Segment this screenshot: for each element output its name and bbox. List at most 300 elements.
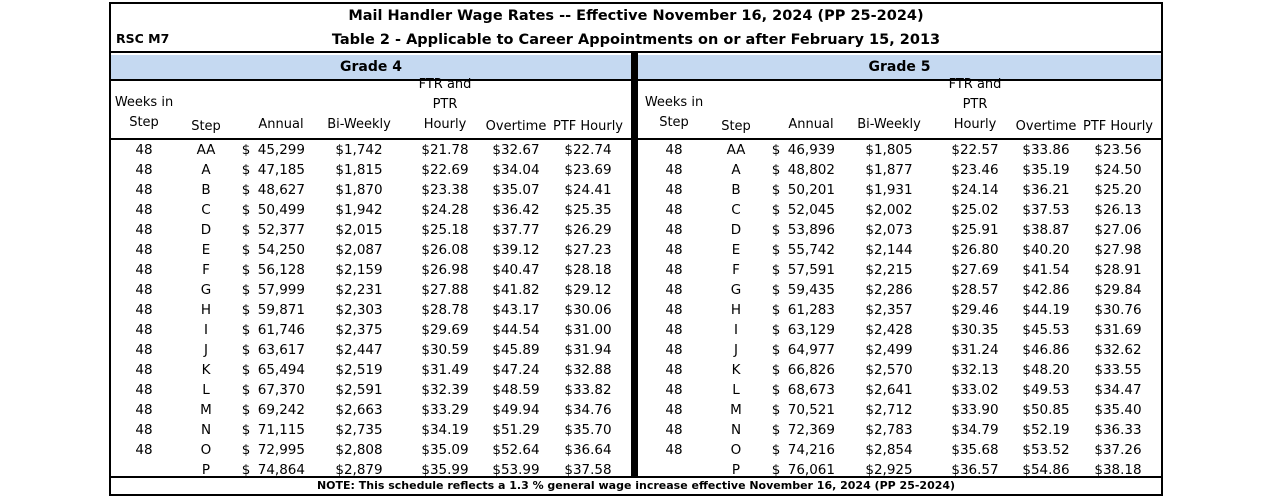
cell-step: G xyxy=(200,282,212,298)
cell-dollar: $ xyxy=(241,222,251,238)
cell-annual: 68,673 xyxy=(787,382,835,398)
cell-hourly: $27.88 xyxy=(421,282,469,298)
cell-weeks: 48 xyxy=(665,442,683,458)
cell-step: E xyxy=(731,242,741,258)
cell-ptf: $27.98 xyxy=(1094,242,1142,258)
cell-step: A xyxy=(201,162,211,178)
cell-hourly: $30.35 xyxy=(951,322,999,338)
cell-ptf: $25.35 xyxy=(564,202,612,218)
cell-dollar: $ xyxy=(241,162,251,178)
cell-hourly: $28.78 xyxy=(421,302,469,318)
cell-ptf: $35.40 xyxy=(1094,402,1142,418)
cell-dollar: $ xyxy=(771,162,781,178)
table-row xyxy=(111,180,631,200)
cell-hourly: $34.19 xyxy=(421,422,469,438)
cell-ptf: $36.33 xyxy=(1094,422,1142,438)
cell-annual: 57,591 xyxy=(787,262,835,278)
cell-ptf: $37.58 xyxy=(564,462,612,478)
cell-hourly: $24.28 xyxy=(421,202,469,218)
column-header-ftr: PTR xyxy=(432,97,458,112)
cell-dollar: $ xyxy=(241,202,251,218)
cell-ptf: $26.29 xyxy=(564,222,612,238)
cell-dollar: $ xyxy=(241,442,251,458)
cell-overtime: $36.42 xyxy=(492,202,540,218)
cell-ptf: $35.70 xyxy=(564,422,612,438)
cell-annual: 66,826 xyxy=(787,362,835,378)
cell-ptf: $25.20 xyxy=(1094,182,1142,198)
cell-overtime: $53.99 xyxy=(492,462,540,478)
table-row xyxy=(641,160,1161,180)
table-row xyxy=(641,380,1161,400)
cell-hourly: $25.91 xyxy=(951,222,999,238)
cell-ptf: $30.76 xyxy=(1094,302,1142,318)
cell-step: H xyxy=(200,302,212,318)
cell-weeks: 48 xyxy=(665,162,683,178)
cell-ptf: $33.82 xyxy=(564,382,612,398)
column-header-overtime: Overtime xyxy=(1015,119,1077,134)
cell-ptf: $28.91 xyxy=(1094,262,1142,278)
cell-hourly: $27.69 xyxy=(951,262,999,278)
cell-step: O xyxy=(200,442,212,458)
cell-overtime: $37.77 xyxy=(492,222,540,238)
cell-ptf: $29.84 xyxy=(1094,282,1142,298)
cell-dollar: $ xyxy=(771,462,781,478)
column-header-ftr: FTR and xyxy=(948,77,1002,92)
cell-overtime: $35.07 xyxy=(492,182,540,198)
cell-hourly: $24.14 xyxy=(951,182,999,198)
cell-annual: 50,499 xyxy=(257,202,305,218)
cell-overtime: $40.20 xyxy=(1022,242,1070,258)
cell-dollar: $ xyxy=(241,242,251,258)
column-header-step: Step xyxy=(191,119,221,134)
cell-annual: 63,617 xyxy=(257,342,305,358)
cell-dollar: $ xyxy=(241,182,251,198)
cell-ptf: $32.88 xyxy=(564,362,612,378)
cell-weeks: 48 xyxy=(665,282,683,298)
cell-overtime: $51.29 xyxy=(492,422,540,438)
cell-overtime: $35.19 xyxy=(1022,162,1070,178)
cell-overtime: $48.59 xyxy=(492,382,540,398)
cell-dollar: $ xyxy=(241,322,251,338)
cell-overtime: $49.94 xyxy=(492,402,540,418)
cell-dollar: $ xyxy=(771,242,781,258)
grade-divider xyxy=(631,53,638,477)
cell-step: L xyxy=(732,382,740,398)
column-header-ftr: PTR xyxy=(962,97,988,112)
footnote: NOTE: This schedule reflects a 1.3 % general wage increase effective November 16, 2024 (PP 25-2024) xyxy=(316,479,956,492)
cell-ptf: $30.06 xyxy=(564,302,612,318)
cell-ptf: $31.94 xyxy=(564,342,612,358)
cell-overtime: $52.64 xyxy=(492,442,540,458)
cell-overtime: $45.89 xyxy=(492,342,540,358)
cell-weeks: 48 xyxy=(665,342,683,358)
cell-step: P xyxy=(731,462,741,478)
cell-overtime: $48.20 xyxy=(1022,362,1070,378)
cell-hourly: $30.59 xyxy=(421,342,469,358)
cell-hourly: $31.49 xyxy=(421,362,469,378)
column-header-ptf: PTF Hourly xyxy=(1082,119,1153,134)
cell-annual: 55,742 xyxy=(787,242,835,258)
table-row xyxy=(111,220,631,240)
cell-overtime: $47.24 xyxy=(492,362,540,378)
cell-ptf: $34.47 xyxy=(1094,382,1142,398)
cell-weeks: 48 xyxy=(665,222,683,238)
cell-biweekly: $1,931 xyxy=(865,182,913,198)
cell-weeks: 48 xyxy=(135,182,153,198)
cell-step: C xyxy=(201,202,211,218)
cell-weeks: 48 xyxy=(135,222,153,238)
cell-weeks: 48 xyxy=(135,242,153,258)
cell-biweekly: $2,499 xyxy=(865,342,913,358)
cell-overtime: $37.53 xyxy=(1022,202,1070,218)
wage-table xyxy=(109,2,1163,496)
cell-annual: 71,115 xyxy=(257,422,305,438)
cell-step: A xyxy=(731,162,741,178)
cell-weeks: 48 xyxy=(665,402,683,418)
cell-biweekly: $2,002 xyxy=(865,202,913,218)
cell-ptf: $34.76 xyxy=(564,402,612,418)
cell-step: O xyxy=(730,442,742,458)
cell-overtime: $44.19 xyxy=(1022,302,1070,318)
table-row xyxy=(641,240,1161,260)
cell-overtime: $41.82 xyxy=(492,282,540,298)
cell-biweekly: $2,428 xyxy=(865,322,913,338)
cell-biweekly: $1,742 xyxy=(335,142,383,158)
cell-dollar: $ xyxy=(771,302,781,318)
cell-dollar: $ xyxy=(771,422,781,438)
cell-overtime: $46.86 xyxy=(1022,342,1070,358)
cell-step: M xyxy=(200,402,212,418)
column-header-step: Step xyxy=(721,119,751,134)
cell-dollar: $ xyxy=(241,302,251,318)
table-row xyxy=(111,380,631,400)
table-row xyxy=(641,140,1161,160)
cell-hourly: $22.57 xyxy=(951,142,999,158)
cell-annual: 59,871 xyxy=(257,302,305,318)
cell-hourly: $25.18 xyxy=(421,222,469,238)
cell-weeks: 48 xyxy=(665,362,683,378)
table-row xyxy=(111,300,631,320)
table-row xyxy=(641,400,1161,420)
cell-weeks: 48 xyxy=(135,362,153,378)
cell-step: N xyxy=(200,422,212,438)
cell-annual: 61,746 xyxy=(257,322,305,338)
cell-hourly: $31.24 xyxy=(951,342,999,358)
cell-dollar: $ xyxy=(241,402,251,418)
cell-weeks: 48 xyxy=(135,322,153,338)
cell-ptf: $24.50 xyxy=(1094,162,1142,178)
cell-ptf: $24.41 xyxy=(564,182,612,198)
cell-weeks: 48 xyxy=(135,422,153,438)
cell-weeks: 48 xyxy=(135,142,153,158)
cell-step: K xyxy=(731,362,741,378)
cell-hourly: $32.39 xyxy=(421,382,469,398)
cell-annual: 74,216 xyxy=(787,442,835,458)
cell-biweekly: $1,815 xyxy=(335,162,383,178)
cell-step: C xyxy=(731,202,741,218)
cell-ptf: $23.56 xyxy=(1094,142,1142,158)
cell-step: G xyxy=(730,282,742,298)
cell-biweekly: $2,231 xyxy=(335,282,383,298)
cell-weeks: 48 xyxy=(135,262,153,278)
cell-weeks: 48 xyxy=(665,322,683,338)
cell-hourly: $29.46 xyxy=(951,302,999,318)
cell-step: J xyxy=(734,342,738,358)
cell-hourly: $33.90 xyxy=(951,402,999,418)
cell-weeks: 48 xyxy=(665,202,683,218)
cell-ptf: $36.64 xyxy=(564,442,612,458)
cell-annual: 50,201 xyxy=(787,182,835,198)
cell-annual: 48,627 xyxy=(257,182,305,198)
cell-annual: 72,369 xyxy=(787,422,835,438)
cell-biweekly: $2,519 xyxy=(335,362,383,378)
cell-ptf: $22.74 xyxy=(564,142,612,158)
cell-overtime: $39.12 xyxy=(492,242,540,258)
cell-dollar: $ xyxy=(241,342,251,358)
table-row xyxy=(641,260,1161,280)
cell-overtime: $52.19 xyxy=(1022,422,1070,438)
table-row xyxy=(111,340,631,360)
cell-ptf: $29.12 xyxy=(564,282,612,298)
cell-overtime: $36.21 xyxy=(1022,182,1070,198)
cell-overtime: $44.54 xyxy=(492,322,540,338)
column-header-weeks: Weeks in xyxy=(644,95,704,110)
cell-step: H xyxy=(730,302,742,318)
table-row xyxy=(111,160,631,180)
column-header-ftr: Hourly xyxy=(423,117,467,132)
cell-weeks: 48 xyxy=(135,282,153,298)
cell-biweekly: $2,879 xyxy=(335,462,383,478)
column-header-weeks: Step xyxy=(129,115,159,130)
cell-weeks: 48 xyxy=(135,202,153,218)
cell-overtime: $50.85 xyxy=(1022,402,1070,418)
table-row xyxy=(641,360,1161,380)
cell-biweekly: $2,215 xyxy=(865,262,913,278)
cell-annual: 74,864 xyxy=(257,462,305,478)
cell-step: I xyxy=(204,322,208,338)
cell-annual: 67,370 xyxy=(257,382,305,398)
cell-ptf: $28.18 xyxy=(564,262,612,278)
cell-biweekly: $2,015 xyxy=(335,222,383,238)
cell-biweekly: $2,447 xyxy=(335,342,383,358)
cell-annual: 61,283 xyxy=(787,302,835,318)
cell-annual: 46,939 xyxy=(787,142,835,158)
cell-overtime: $45.53 xyxy=(1022,322,1070,338)
cell-hourly: $32.13 xyxy=(951,362,999,378)
cell-dollar: $ xyxy=(241,142,251,158)
table-row xyxy=(641,220,1161,240)
cell-dollar: $ xyxy=(241,362,251,378)
cell-biweekly: $2,712 xyxy=(865,402,913,418)
cell-hourly: $33.29 xyxy=(421,402,469,418)
cell-biweekly: $2,570 xyxy=(865,362,913,378)
cell-step: AA xyxy=(196,142,216,158)
cell-step: L xyxy=(202,382,210,398)
column-header-ptf: PTF Hourly xyxy=(552,119,623,134)
cell-biweekly: $2,925 xyxy=(865,462,913,478)
column-header-ftr: Hourly xyxy=(953,117,997,132)
cell-hourly: $35.99 xyxy=(421,462,469,478)
cell-dollar: $ xyxy=(771,142,781,158)
cell-annual: 63,129 xyxy=(787,322,835,338)
page-title: Mail Handler Wage Rates -- Effective November 16, 2024 (PP 25-2024) xyxy=(348,8,924,24)
cell-hourly: $26.98 xyxy=(421,262,469,278)
cell-step: B xyxy=(201,182,211,198)
cell-biweekly: $2,159 xyxy=(335,262,383,278)
cell-hourly: $26.08 xyxy=(421,242,469,258)
cell-step: B xyxy=(731,182,741,198)
table-row xyxy=(111,260,631,280)
cell-dollar: $ xyxy=(771,202,781,218)
column-header-weeks: Weeks in xyxy=(114,95,174,110)
cell-biweekly: $2,303 xyxy=(335,302,383,318)
cell-dollar: $ xyxy=(771,342,781,358)
cell-biweekly: $2,286 xyxy=(865,282,913,298)
cell-step: K xyxy=(201,362,211,378)
cell-biweekly: $2,087 xyxy=(335,242,383,258)
table-row xyxy=(111,360,631,380)
cell-ptf: $27.23 xyxy=(564,242,612,258)
cell-weeks: 48 xyxy=(135,302,153,318)
cell-step: AA xyxy=(726,142,746,158)
table-row xyxy=(641,340,1161,360)
cell-overtime: $41.54 xyxy=(1022,262,1070,278)
cell-overtime: $33.86 xyxy=(1022,142,1070,158)
cell-weeks: 48 xyxy=(665,182,683,198)
cell-annual: 59,435 xyxy=(787,282,835,298)
cell-dollar: $ xyxy=(771,362,781,378)
cell-weeks: 48 xyxy=(665,142,683,158)
cell-ptf: $37.26 xyxy=(1094,442,1142,458)
cell-biweekly: $2,735 xyxy=(335,422,383,438)
cell-dollar: $ xyxy=(241,382,251,398)
cell-annual: 47,185 xyxy=(257,162,305,178)
table-row xyxy=(111,140,631,160)
cell-annual: 52,045 xyxy=(787,202,835,218)
table-row xyxy=(111,420,631,440)
cell-step: M xyxy=(730,402,742,418)
cell-hourly: $28.57 xyxy=(951,282,999,298)
cell-biweekly: $2,144 xyxy=(865,242,913,258)
column-header-biweekly: Bi-Weekly xyxy=(857,117,921,132)
table-row xyxy=(641,440,1161,460)
cell-weeks: 48 xyxy=(135,342,153,358)
table-row xyxy=(111,200,631,220)
cell-weeks: 48 xyxy=(135,442,153,458)
cell-overtime: $54.86 xyxy=(1022,462,1070,478)
cell-annual: 76,061 xyxy=(787,462,835,478)
cell-annual: 57,999 xyxy=(257,282,305,298)
cell-annual: 52,377 xyxy=(257,222,305,238)
cell-biweekly: $2,375 xyxy=(335,322,383,338)
cell-hourly: $35.09 xyxy=(421,442,469,458)
cell-biweekly: $1,942 xyxy=(335,202,383,218)
grade-5-header: Grade 5 xyxy=(638,55,1161,79)
cell-hourly: $26.80 xyxy=(951,242,999,258)
cell-step: E xyxy=(201,242,211,258)
table-row xyxy=(641,180,1161,200)
cell-ptf: $31.00 xyxy=(564,322,612,338)
cell-step: F xyxy=(732,262,740,278)
cell-overtime: $49.53 xyxy=(1022,382,1070,398)
cell-annual: 56,128 xyxy=(257,262,305,278)
cell-hourly: $35.68 xyxy=(951,442,999,458)
cell-biweekly: $2,854 xyxy=(865,442,913,458)
cell-hourly: $33.02 xyxy=(951,382,999,398)
cell-ptf: $31.69 xyxy=(1094,322,1142,338)
cell-overtime: $40.47 xyxy=(492,262,540,278)
cell-overtime: $34.04 xyxy=(492,162,540,178)
cell-dollar: $ xyxy=(771,382,781,398)
cell-weeks: 48 xyxy=(665,422,683,438)
cell-annual: 45,299 xyxy=(257,142,305,158)
table-row xyxy=(111,320,631,340)
cell-step: F xyxy=(202,262,210,278)
cell-ptf: $33.55 xyxy=(1094,362,1142,378)
grade-4-header: Grade 4 xyxy=(111,55,631,79)
cell-ptf: $32.62 xyxy=(1094,342,1142,358)
cell-dollar: $ xyxy=(241,262,251,278)
table-row xyxy=(641,300,1161,320)
column-header-biweekly: Bi-Weekly xyxy=(327,117,391,132)
cell-dollar: $ xyxy=(771,182,781,198)
cell-overtime: $43.17 xyxy=(492,302,540,318)
column-header-ftr: FTR and xyxy=(418,77,472,92)
cell-weeks: 48 xyxy=(135,402,153,418)
cell-hourly: $23.38 xyxy=(421,182,469,198)
cell-hourly: $29.69 xyxy=(421,322,469,338)
table-row xyxy=(111,440,631,460)
cell-dollar: $ xyxy=(241,282,251,298)
table-subtitle: Table 2 - Applicable to Career Appointments on or after February 15, 2013 xyxy=(331,32,941,48)
cell-dollar: $ xyxy=(241,462,251,478)
table-row xyxy=(641,320,1161,340)
table-row xyxy=(111,280,631,300)
cell-weeks: 48 xyxy=(135,162,153,178)
cell-hourly: $36.57 xyxy=(951,462,999,478)
cell-hourly: $34.79 xyxy=(951,422,999,438)
cell-dollar: $ xyxy=(771,322,781,338)
cell-step: P xyxy=(201,462,211,478)
cell-dollar: $ xyxy=(771,282,781,298)
rsc-code: RSC M7 xyxy=(116,31,170,46)
cell-step: D xyxy=(730,222,742,238)
cell-overtime: $42.86 xyxy=(1022,282,1070,298)
cell-dollar: $ xyxy=(771,442,781,458)
cell-biweekly: $2,641 xyxy=(865,382,913,398)
cell-hourly: $22.69 xyxy=(421,162,469,178)
column-header-overtime: Overtime xyxy=(485,119,547,134)
cell-overtime: $38.87 xyxy=(1022,222,1070,238)
cell-dollar: $ xyxy=(771,402,781,418)
column-header-annual: Annual xyxy=(258,117,304,132)
cell-weeks: 48 xyxy=(665,262,683,278)
cell-annual: 64,977 xyxy=(787,342,835,358)
cell-annual: 72,995 xyxy=(257,442,305,458)
cell-biweekly: $2,591 xyxy=(335,382,383,398)
cell-dollar: $ xyxy=(771,262,781,278)
cell-overtime: $32.67 xyxy=(492,142,540,158)
cell-step: N xyxy=(730,422,742,438)
column-header-weeks: Step xyxy=(659,115,689,130)
cell-overtime: $53.52 xyxy=(1022,442,1070,458)
cell-hourly: $25.02 xyxy=(951,202,999,218)
cell-weeks: 48 xyxy=(665,242,683,258)
cell-annual: 69,242 xyxy=(257,402,305,418)
cell-ptf: $27.06 xyxy=(1094,222,1142,238)
cell-biweekly: $2,357 xyxy=(865,302,913,318)
cell-biweekly: $2,663 xyxy=(335,402,383,418)
